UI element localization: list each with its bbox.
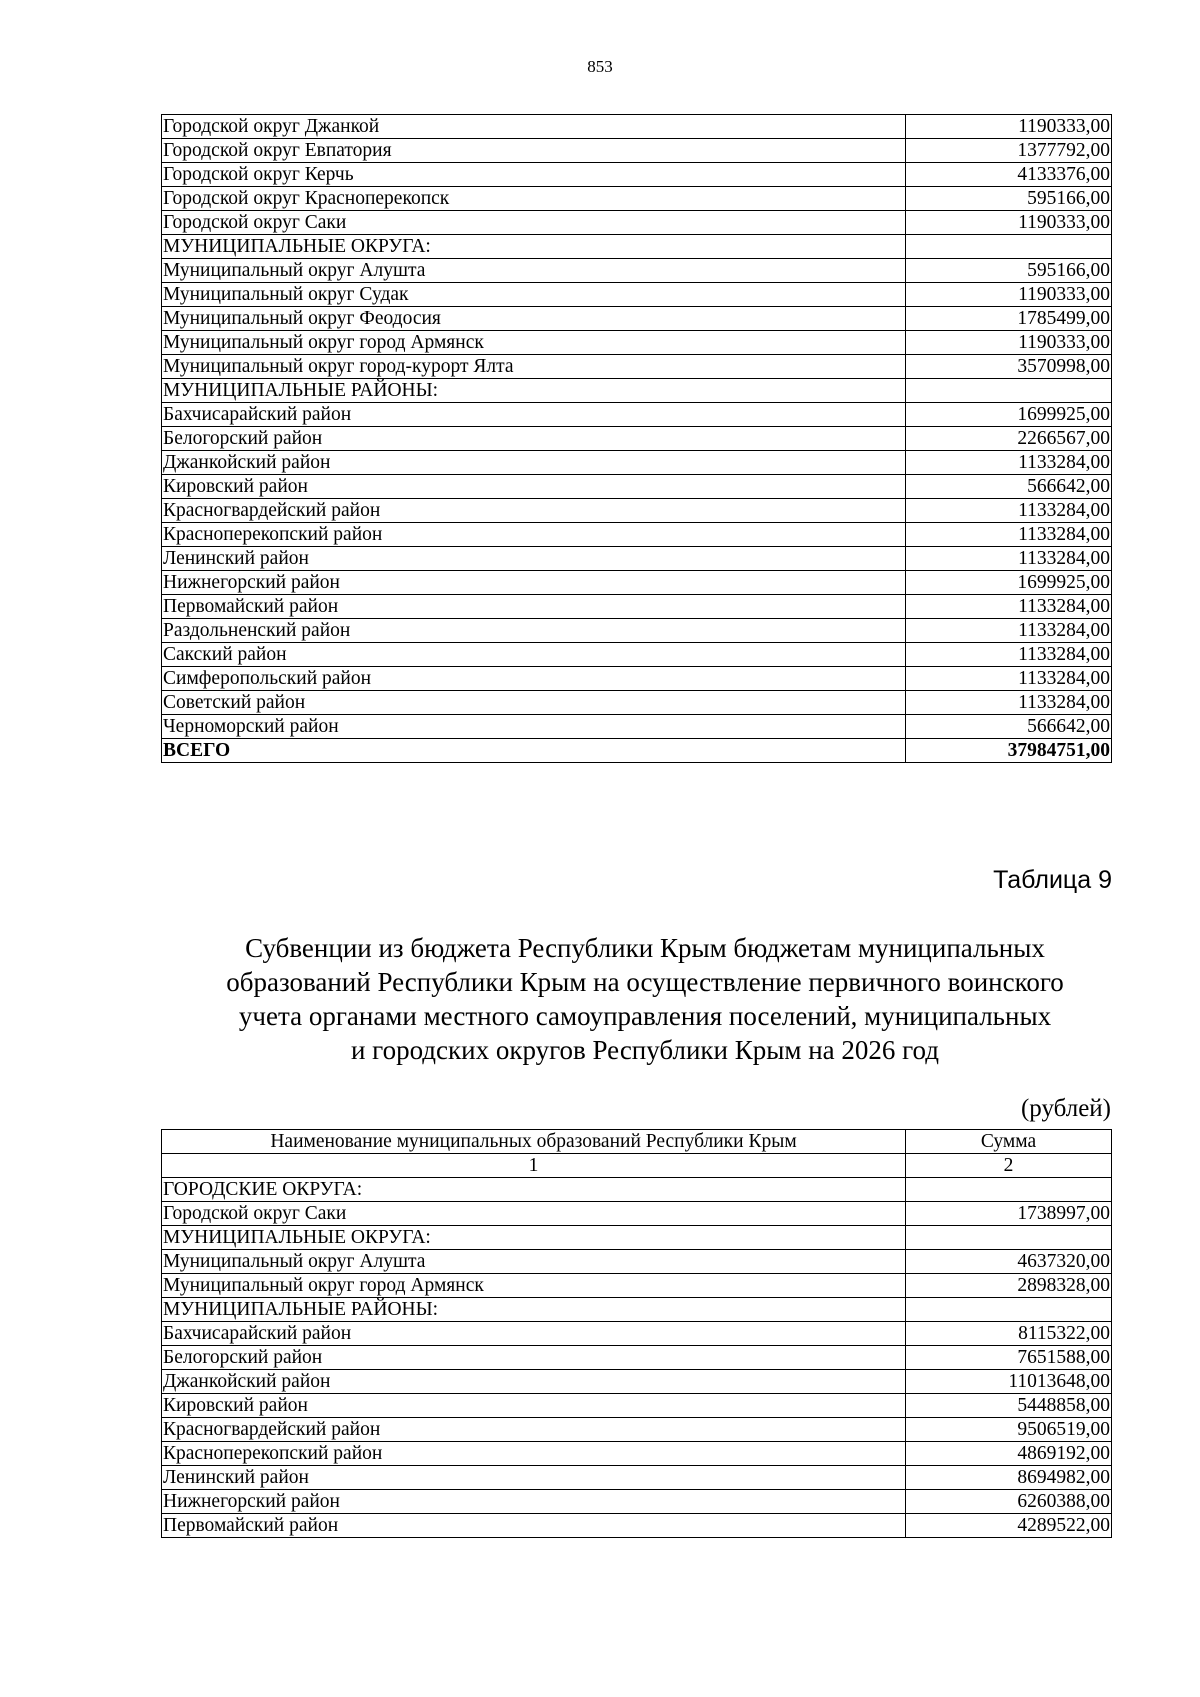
row-name: Нижнегорский район [162,571,906,595]
row-name: Городской округ Керчь [162,163,906,187]
table-body [162,115,1112,763]
row-name: Муниципальный округ город Армянск [162,1274,906,1298]
table-row [162,715,1112,739]
row-value: 1190333,00 [906,115,1112,139]
row-value: 6260388,00 [906,1490,1112,1514]
table-row [162,1346,1112,1370]
row-name: Кировский район [162,1394,906,1418]
table-row [162,1394,1112,1418]
total-label: ВСЕГО [162,739,906,763]
row-value: 1377792,00 [906,139,1112,163]
table-row [162,379,1112,403]
table-row [162,1226,1112,1250]
row-name: Советский район [162,691,906,715]
row-value: 1133284,00 [906,523,1112,547]
table-row [162,1322,1112,1346]
row-name: Белогорский район [162,427,906,451]
table-row [162,1202,1112,1226]
row-value: 566642,00 [906,475,1112,499]
table-row [162,307,1112,331]
row-value: 1133284,00 [906,691,1112,715]
row-name: Черноморский район [162,715,906,739]
row-value [906,235,1112,259]
row-name: Городской округ Евпатория [162,139,906,163]
table-row [162,499,1112,523]
row-name: Красногвардейский район [162,1418,906,1442]
row-name: Муниципальный округ город-курорт Ялта [162,355,906,379]
row-name: Нижнегорский район [162,1490,906,1514]
row-value: 7651588,00 [906,1346,1112,1370]
row-value: 566642,00 [906,715,1112,739]
table-row [162,691,1112,715]
table-row [162,235,1112,259]
row-name: Симферопольский район [162,667,906,691]
title-line: учета органами местного самоуправления поселений, муниципальных [238,1001,1052,1031]
row-value: 4289522,00 [906,1514,1112,1538]
row-value: 4133376,00 [906,163,1112,187]
row-value: 1699925,00 [906,571,1112,595]
row-name: Кировский район [162,475,906,499]
row-value [906,1178,1112,1202]
table-row [162,259,1112,283]
table-row [162,1298,1112,1322]
table-row [162,667,1112,691]
table-row [162,1514,1112,1538]
row-name: Бахчисарайский район [162,403,906,427]
table-row [162,211,1112,235]
row-name: Первомайский район [162,1514,906,1538]
row-value: 4869192,00 [906,1442,1112,1466]
column-number: 1 [162,1154,906,1178]
row-value: 8694982,00 [906,1466,1112,1490]
row-name: МУНИЦИПАЛЬНЫЕ РАЙОНЫ: [162,379,906,403]
column-header-sum: Сумма [906,1130,1112,1154]
row-value: 1133284,00 [906,547,1112,571]
table-row [162,1466,1112,1490]
row-name: Красноперекопский район [162,1442,906,1466]
row-name: Красноперекопский район [162,523,906,547]
page-number: 853 [587,57,613,76]
table-row [162,547,1112,571]
row-value: 2266567,00 [906,427,1112,451]
table-row [162,427,1112,451]
column-header-name: Наименование муниципальных образований Республики Крым [162,1130,906,1154]
table-title [120,931,1170,1067]
row-value: 9506519,00 [906,1418,1112,1442]
table-row [162,283,1112,307]
row-name: МУНИЦИПАЛЬНЫЕ ОКРУГА: [162,235,906,259]
row-name: Красногвардейский район [162,499,906,523]
row-value: 4637320,00 [906,1250,1112,1274]
subsidy-table-continuation [161,114,1112,763]
header-row [162,1130,1112,1154]
table-row [162,1418,1112,1442]
table-row [162,523,1112,547]
table-row [162,163,1112,187]
table-row [162,1442,1112,1466]
row-name: Городской округ Саки [162,211,906,235]
row-name: Ленинский район [162,1466,906,1490]
row-value: 595166,00 [906,259,1112,283]
row-value: 1133284,00 [906,667,1112,691]
row-name: Муниципальный округ Феодосия [162,307,906,331]
table-row [162,475,1112,499]
row-name: Белогорский район [162,1346,906,1370]
table-row [162,1370,1112,1394]
table-row [162,187,1112,211]
title-line: Субвенции из бюджета Республики Крым бюджетам муниципальных [245,933,1045,963]
row-name: Раздольненский район [162,619,906,643]
row-value: 1190333,00 [906,331,1112,355]
table-row [162,619,1112,643]
row-name: Первомайский район [162,595,906,619]
row-value: 1190333,00 [906,283,1112,307]
row-value [906,1298,1112,1322]
row-value [906,1226,1112,1250]
table-label: Таблица 9 [993,866,1112,894]
table-row [162,403,1112,427]
column-number-row [162,1154,1112,1178]
row-value: 1133284,00 [906,451,1112,475]
row-value: 1133284,00 [906,619,1112,643]
table-row [162,1178,1112,1202]
row-name: МУНИЦИПАЛЬНЫЕ РАЙОНЫ: [162,1298,906,1322]
row-value: 1133284,00 [906,595,1112,619]
row-name: Джанкойский район [162,451,906,475]
total-row [162,739,1112,763]
table-row [162,643,1112,667]
table-row [162,355,1112,379]
row-name: Городской округ Джанкой [162,115,906,139]
table-row [162,115,1112,139]
row-name: Муниципальный округ город Армянск [162,331,906,355]
row-name: МУНИЦИПАЛЬНЫЕ ОКРУГА: [162,1226,906,1250]
row-name: Бахчисарайский район [162,1322,906,1346]
table-row [162,139,1112,163]
row-value: 8115322,00 [906,1322,1112,1346]
row-value: 1133284,00 [906,643,1112,667]
table-row [162,1490,1112,1514]
row-value: 1785499,00 [906,307,1112,331]
row-name: Городской округ Красноперекопск [162,187,906,211]
title-line: образований Республики Крым на осуществление первичного воинского [226,967,1064,997]
table-row [162,595,1112,619]
table-row [162,331,1112,355]
table-body [162,1130,1112,1538]
currency-unit: (рублей) [1020,1095,1111,1122]
row-name: Ленинский район [162,547,906,571]
row-name: ГОРОДСКИЕ ОКРУГА: [162,1178,906,1202]
table-row [162,451,1112,475]
table-row [162,1250,1112,1274]
row-name: Городской округ Саки [162,1202,906,1226]
row-value: 3570998,00 [906,355,1112,379]
row-name: Джанкойский район [162,1370,906,1394]
row-value: 11013648,00 [906,1370,1112,1394]
table-row [162,1274,1112,1298]
row-value: 1133284,00 [906,499,1112,523]
row-value: 1190333,00 [906,211,1112,235]
table-row [162,571,1112,595]
row-value: 1699925,00 [906,403,1112,427]
row-value: 595166,00 [906,187,1112,211]
row-value [906,379,1112,403]
title-line: и городских округов Республики Крым на 2026 год [350,1035,939,1065]
subventions-table [161,1129,1112,1538]
row-value: 5448858,00 [906,1394,1112,1418]
total-value: 37984751,00 [906,739,1112,763]
row-name: Муниципальный округ Алушта [162,1250,906,1274]
row-name: Муниципальный округ Судак [162,283,906,307]
row-value: 1738997,00 [906,1202,1112,1226]
row-value: 2898328,00 [906,1274,1112,1298]
row-name: Муниципальный округ Алушта [162,259,906,283]
column-number: 2 [906,1154,1112,1178]
row-name: Сакский район [162,643,906,667]
